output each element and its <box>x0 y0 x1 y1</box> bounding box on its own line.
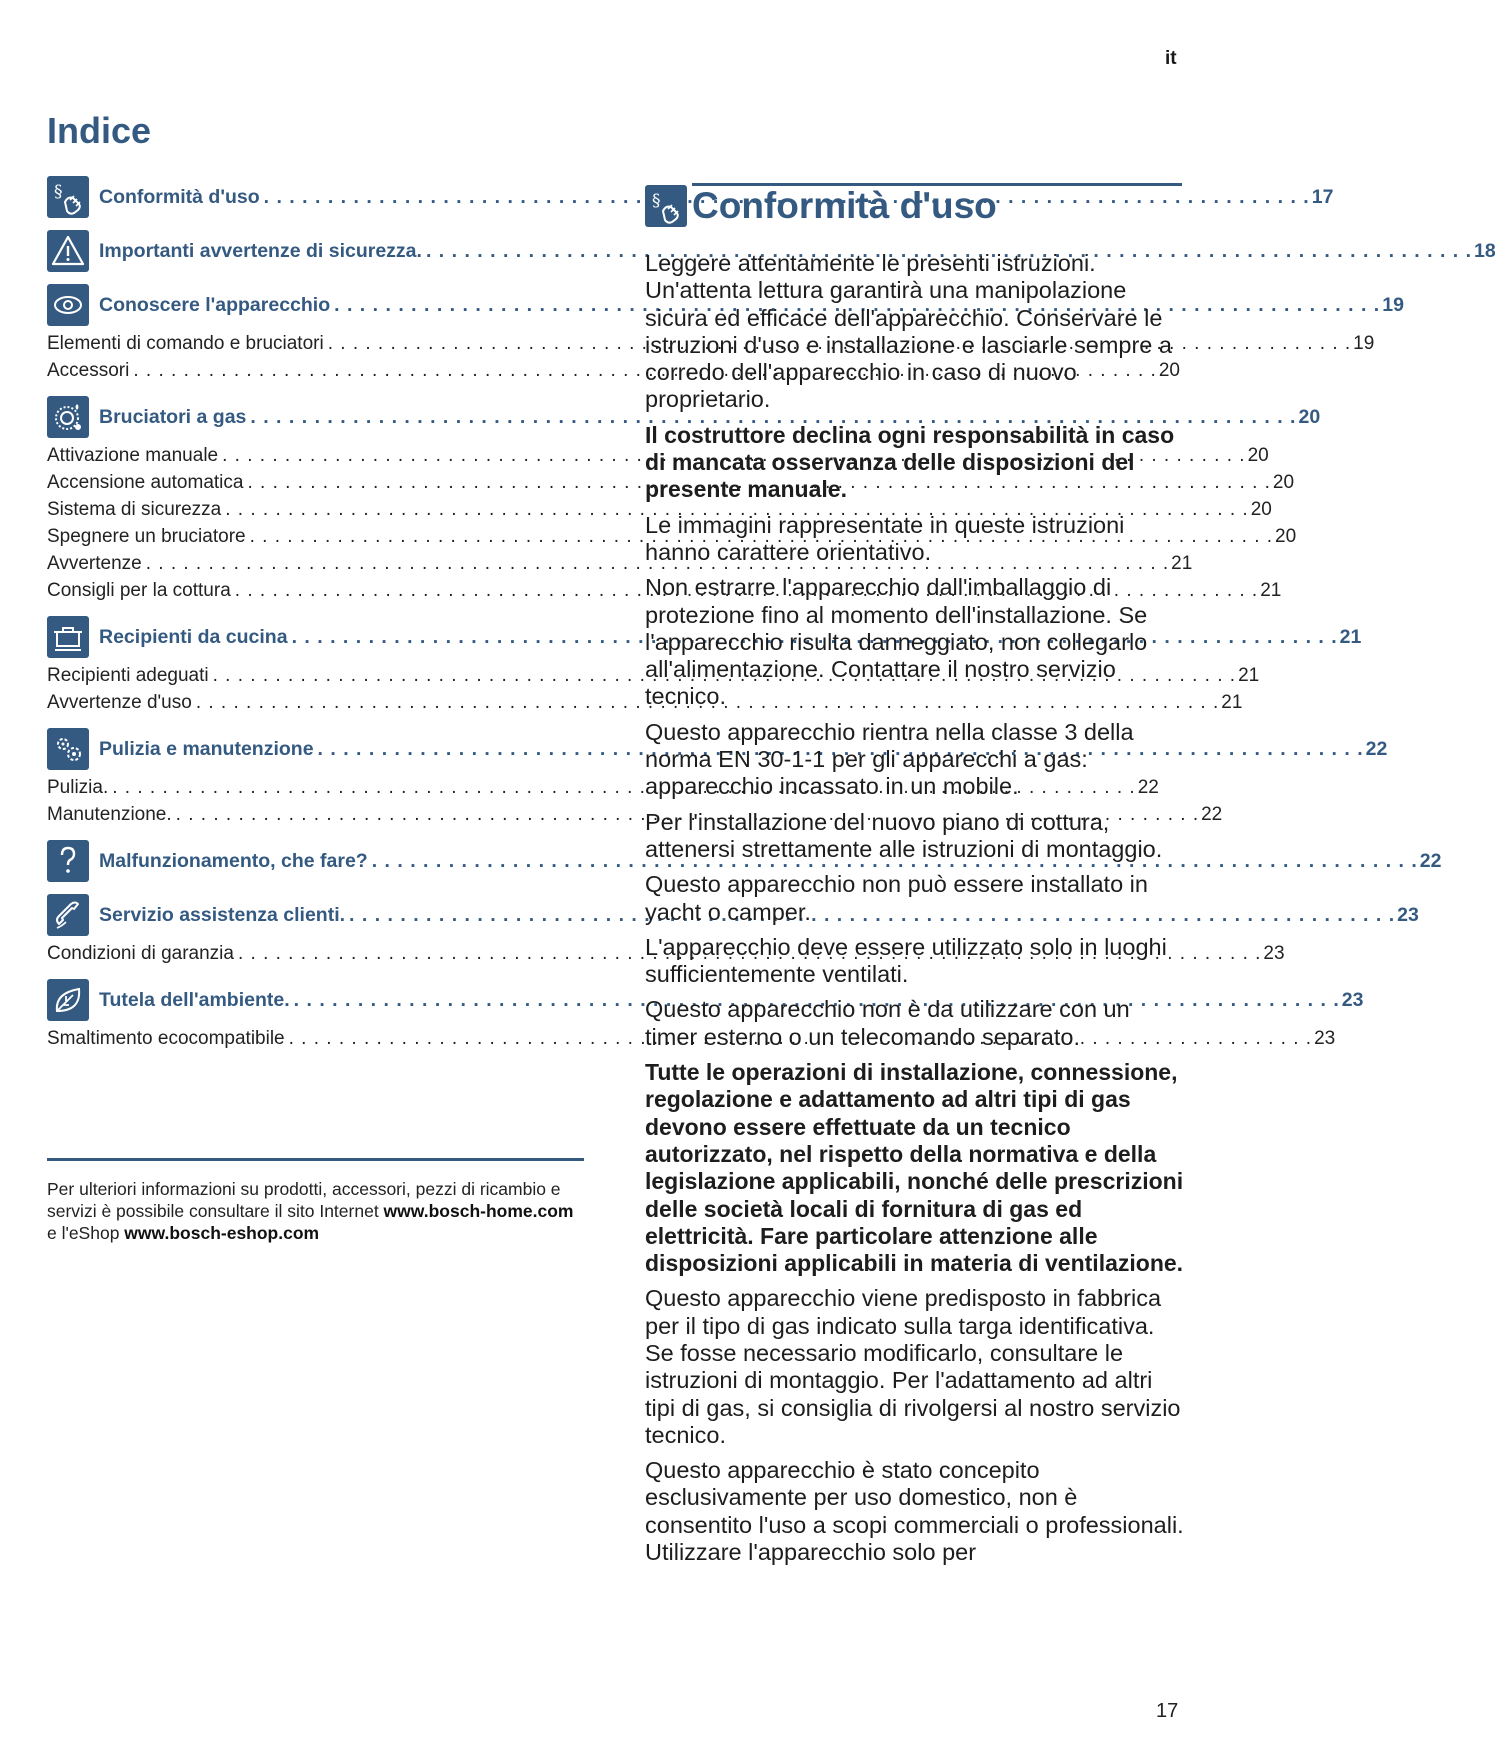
toc-entry-page: 19 <box>1382 293 1404 316</box>
toc-section <box>47 176 1334 218</box>
cleaning-icon <box>47 728 89 770</box>
bosch-eshop-link[interactable]: www.bosch-eshop.com <box>124 1223 320 1243</box>
toc-entry-label: Sistema di sicurezza <box>47 499 222 520</box>
toc-entry-page: 21 <box>1260 580 1282 601</box>
bosch-home-link[interactable]: www.bosch-home.com <box>383 1201 574 1221</box>
toc-entry-label: Malfunzionamento, che fare? <box>99 849 368 872</box>
leaf-icon <box>47 979 89 1021</box>
toc-section <box>47 840 1442 882</box>
toc-entry-page: 22 <box>1365 737 1388 760</box>
toc-subentry[interactable] <box>47 940 1285 967</box>
toc-entry-label: Pulizia e manutenzione <box>99 737 314 760</box>
page-number: 17 <box>1156 1700 1179 1722</box>
toc-section <box>47 396 1321 438</box>
section-header <box>645 185 997 227</box>
phone-icon <box>47 894 89 936</box>
toc-entry-label: Accessori <box>47 360 130 381</box>
toc-subentry[interactable] <box>47 662 1260 689</box>
toc-entry-page: 20 <box>1275 526 1297 547</box>
toc-entry-label: Servizio assistenza clienti. <box>99 903 346 926</box>
toc-subentry[interactable] <box>47 774 1159 801</box>
toc-entry-label: Manutenzione. <box>47 804 172 825</box>
toc-subentry[interactable] <box>47 357 1180 384</box>
toc-entry-label: Avvertenze d'uso <box>47 692 192 713</box>
conformity-icon <box>645 185 687 227</box>
toc-subentry[interactable] <box>47 1025 1336 1052</box>
toc-entry-label: Importanti avvertenze di sicurezza. <box>99 239 422 262</box>
section-title: Conformità d'uso <box>692 185 997 226</box>
pot-icon <box>47 616 89 658</box>
toc-entry-page: 23 <box>1263 943 1285 964</box>
toc-entry-page: 21 <box>1339 625 1362 648</box>
eye-icon <box>47 284 89 326</box>
warning-icon <box>47 230 89 272</box>
question-icon <box>47 840 89 882</box>
toc-subentry[interactable] <box>47 469 1295 496</box>
toc-entry-page: 22 <box>1137 777 1159 798</box>
toc-subentry[interactable] <box>47 496 1272 523</box>
toc-entry-page: 20 <box>1158 360 1180 381</box>
paragraph: Questo apparecchio viene predisposto in fabbrica per il tipo di gas indicato sulla targa identificativa. Se fosse necessario modificarlo, consultare le istruzioni di montaggio. Per l'adattamento ad altri tipi di gas, si consiglia di rivolgersi al nostro servizio tecnico. <box>645 1285 1181 1448</box>
section-body <box>645 250 1185 1574</box>
toc-entry-label: Recipienti adeguati <box>47 665 209 686</box>
toc-subentries <box>47 940 1285 967</box>
toc-section <box>47 616 1362 658</box>
bold-paragraph: Tutte le operazioni di installazione, connessione, regolazione e adattamento ad altri tipi di gas devono essere effettuate da un tecnico autorizzato, nel rispetto della normativa e della legislazione applicabili, nonché delle prescrizioni delle società locali di fornitura di gas ed elettricità. Fare particolare attenzione alle disposizioni applicabili in materia di ventilazione. <box>645 1059 1184 1277</box>
svg-text:§: § <box>652 191 661 211</box>
toc-entry-label: Accensione automatica <box>47 472 244 493</box>
toc-entry-page: 21 <box>1238 665 1260 686</box>
toc-entry-label: Elementi di comando e bruciatori <box>47 333 324 354</box>
toc-subentry[interactable] <box>47 689 1243 716</box>
toc-entry-page: 20 <box>1247 445 1269 466</box>
toc-entry-label: Spegnere un bruciatore <box>47 526 246 547</box>
toc-section <box>47 230 1496 272</box>
svg-text:§: § <box>54 182 63 202</box>
bold-paragraph: Il costruttore declina ogni responsabilità in caso di mancata osservanza delle disposizioni del presente manuale. <box>645 421 1175 503</box>
toc-entry-label: Consigli per la cottura <box>47 580 231 601</box>
toc-entry-page: 20 <box>1272 472 1295 493</box>
toc-entry-label: Recipienti da cucina <box>99 625 288 648</box>
footer-divider <box>47 1158 584 1161</box>
toc-entry-label: Conoscere l'apparecchio <box>99 293 331 316</box>
toc-entry-page: 21 <box>1171 553 1193 574</box>
toc-subentry[interactable] <box>47 550 1193 577</box>
paragraph: Questo apparecchio non è da utilizzare con un timer esterno o un telecomando separato. <box>645 996 1130 1050</box>
paragraph: Per l'installazione del nuovo piano di cottura, attenersi strettamente alle istruzioni di montaggio. <box>645 808 1163 862</box>
footer-text-1: Per ulteriori informazioni su prodotti, accessori, pezzi di ricambio e servizi è possibile consultare il sito Internet <box>47 1179 561 1221</box>
toc-entry-page: 20 <box>1298 405 1321 428</box>
toc-entry-page: 21 <box>1221 692 1243 713</box>
toc-subentries <box>47 330 1375 384</box>
toc-subentry[interactable] <box>47 801 1223 828</box>
paragraph: Non estrarre l'apparecchio dall'imballaggio di protezione fino al momento dell'installazione. Se l'apparecchio risulta danneggiato, non collegarlo all'alimentazione. Contattare il nostro servizio tecnico. <box>645 574 1148 710</box>
toc-entry-label: Condizioni di garanzia <box>47 943 234 964</box>
toc-subentry[interactable] <box>47 442 1269 469</box>
footer-text-2: e l'eShop <box>47 1223 125 1243</box>
toc-entry-label: Tutela dell'ambiente. <box>99 988 290 1011</box>
toc-entry-page: 20 <box>1250 499 1272 520</box>
toc-subentries <box>47 1025 1336 1052</box>
toc-subentries <box>47 774 1223 828</box>
toc-entry-page: 22 <box>1201 804 1223 825</box>
paragraph: L'apparecchio deve essere utilizzato solo in luoghi sufficientemente ventilati. <box>645 933 1167 988</box>
toc-entry-page: 18 <box>1474 239 1496 262</box>
toc-entry-page: 23 <box>1314 1028 1336 1049</box>
toc-entry-label: Conformità d'uso <box>99 185 260 208</box>
page-title: Indice <box>47 110 152 151</box>
conformity-icon <box>47 176 89 218</box>
toc-section <box>47 979 1364 1021</box>
toc-entry-page: 17 <box>1311 185 1334 208</box>
toc-entry-label: Smaltimento ecocompatibile <box>47 1028 285 1049</box>
toc-entry-page: 23 <box>1397 903 1419 926</box>
paragraph: Leggere attentamente le presenti istruzioni. Un'attenta lettura garantirà una manipolazione sicura ed efficace dell'apparecchio. Conservare le istruzioni d'uso e installazione e lasciarle sempre a corredo dell'apparecchio in caso di nuovo proprietario. <box>645 250 1172 413</box>
toc-entry-label: Bruciatori a gas <box>99 405 247 428</box>
toc-entry-page: 19 <box>1353 333 1375 354</box>
burner-icon <box>47 396 89 438</box>
toc-entry-label: Pulizia. <box>47 777 109 798</box>
paragraph: Questo apparecchio rientra nella classe 3 della norma EN 30-1-1 per gli apparecchi a gas: apparecchio incassato in un mobile. <box>645 718 1134 800</box>
toc-entry-label: Attivazione manuale <box>47 445 219 466</box>
toc-entry-page: 23 <box>1341 988 1364 1011</box>
toc-subentries <box>47 662 1260 716</box>
toc-subentry[interactable] <box>47 577 1282 604</box>
toc-entry-label: Avvertenze <box>47 553 142 574</box>
paragraph: Questo apparecchio non può essere installato in yacht o camper. <box>645 871 1148 925</box>
paragraph: Le immagini rappresentate in queste istruzioni hanno carattere orientativo. <box>645 511 1125 565</box>
toc-entry-page: 22 <box>1419 849 1442 872</box>
footer-note <box>47 1178 584 1244</box>
language-code: it <box>1165 48 1177 69</box>
toc-subentry[interactable] <box>47 330 1375 357</box>
paragraph: Questo apparecchio è stato concepito esclusivamente per uso domestico, non è consentito l'uso a scopi commerciali o professionali. Utilizzare l'apparecchio solo per <box>645 1457 1184 1566</box>
toc-section <box>47 284 1404 326</box>
